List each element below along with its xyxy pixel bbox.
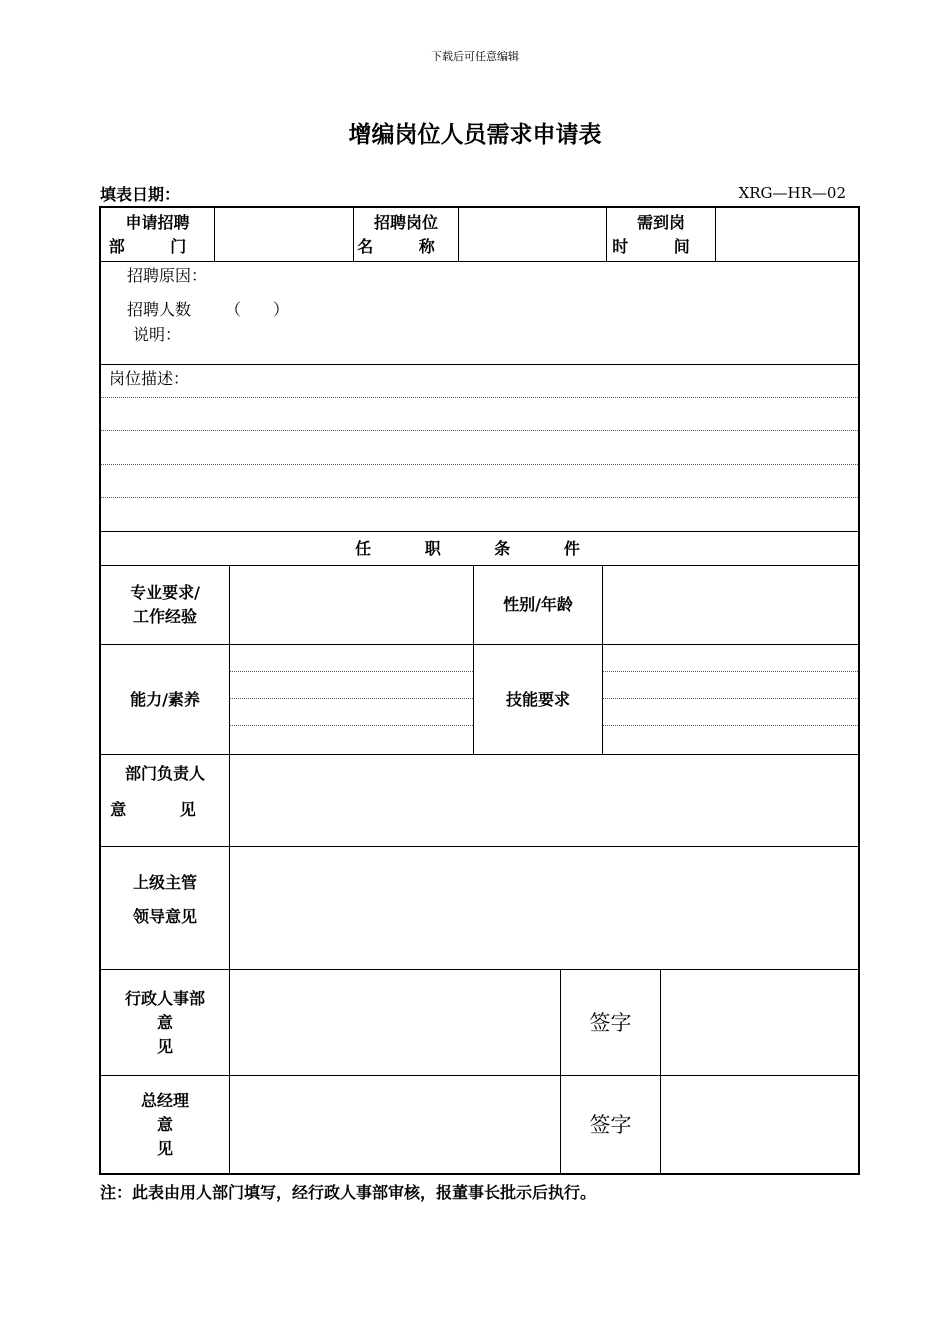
- fill-date-label: 填表日期：: [100, 185, 181, 204]
- gm-sign-label: 签字: [589, 1112, 632, 1137]
- supervisor-label-line2: 领导意见: [132, 907, 197, 926]
- top-note: 下载后可任意编辑: [431, 50, 519, 63]
- skill-label: 技能要求: [505, 689, 570, 709]
- conditions-header: [101, 532, 858, 565]
- count-label: 招聘人数: [127, 300, 192, 319]
- footer-note: 注：此表由用人部门填写，经行政人事部审核，报董事长批示后执行。: [100, 1183, 597, 1202]
- hr-label: [101, 970, 229, 1075]
- major-label-line1: 专业要求/: [130, 583, 200, 602]
- hr-sign-label: 签字: [589, 1010, 632, 1035]
- supervisor-label-line1: 上级主管: [132, 873, 197, 892]
- row-divider: [101, 261, 858, 262]
- position-label: [354, 210, 458, 260]
- row-divider: [101, 364, 858, 365]
- gm-sign-field[interactable]: [661, 1076, 858, 1173]
- gender-field[interactable]: [603, 566, 858, 644]
- conditions-header-text: 任 职 条 件: [355, 538, 604, 558]
- description-line: [101, 397, 858, 398]
- gm-opinion-field[interactable]: [230, 1076, 560, 1173]
- hr-sign-field[interactable]: [661, 970, 858, 1075]
- description-line: [101, 430, 858, 431]
- major-label: [101, 566, 229, 644]
- gm-label-line1: 总经理: [140, 1090, 189, 1110]
- gender-label: 性别/年龄: [503, 595, 573, 614]
- dept-field[interactable]: [215, 208, 353, 261]
- dept-head-label-line1: 部门负责人: [124, 764, 205, 783]
- description-line: [101, 497, 858, 498]
- time-label: [607, 210, 715, 260]
- dept-label-line2: 部 门: [108, 237, 207, 256]
- form-title: 增编岗位人员需求申请表: [348, 122, 602, 148]
- time-field[interactable]: [716, 208, 858, 261]
- position-label-line2: 名 称: [357, 237, 455, 256]
- form-code: XRG—HR—02: [738, 184, 846, 202]
- note-label: 说明：: [133, 325, 182, 344]
- gm-label: [101, 1076, 229, 1173]
- supervisor-opinion-field[interactable]: [230, 847, 858, 969]
- description-line: [101, 464, 858, 465]
- dept-label: [101, 210, 214, 260]
- dept-head-label-text: 意 见: [110, 800, 220, 819]
- gm-label-line2: 意 见: [156, 1114, 197, 1158]
- reason-label: 招聘原因：: [127, 266, 208, 285]
- major-label-line2: 工作经验: [132, 607, 197, 626]
- ability-field[interactable]: [230, 645, 473, 754]
- major-field[interactable]: [230, 566, 473, 644]
- count-paren[interactable]: （ ）: [225, 300, 290, 319]
- hr-opinion-field[interactable]: [230, 970, 560, 1075]
- dept-head-opinion-field[interactable]: [230, 755, 858, 846]
- position-label-line1: 招聘岗位: [373, 213, 438, 232]
- dept-head-label-line2: [101, 798, 229, 822]
- time-label-line1: 需到岗: [636, 213, 685, 232]
- description-label: 岗位描述：: [109, 369, 190, 388]
- application-form: [99, 206, 860, 1175]
- ability-label: 能力/素养: [130, 689, 200, 709]
- dept-label-line1: 申请招聘: [125, 213, 190, 232]
- skill-field[interactable]: [603, 645, 858, 754]
- time-label-line2: 时 间: [612, 237, 710, 256]
- hr-label-line2: 意 见: [156, 1012, 197, 1056]
- hr-label-line1: 行政人事部: [124, 988, 205, 1008]
- position-field[interactable]: [459, 208, 606, 261]
